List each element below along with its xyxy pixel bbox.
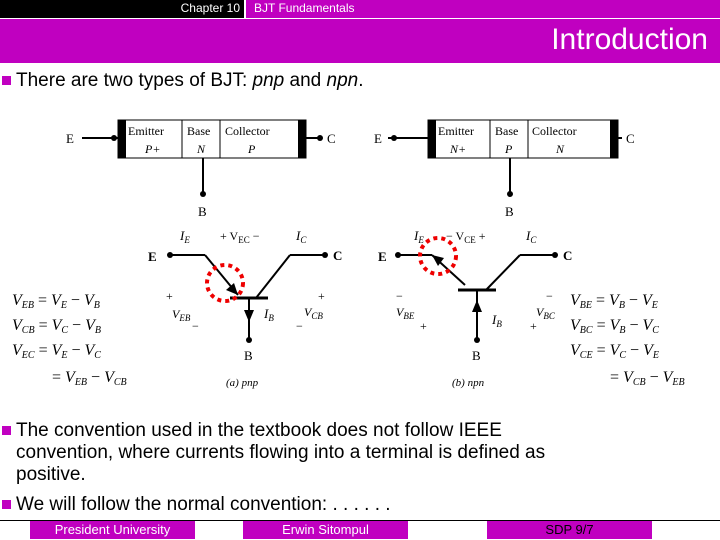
svg-text:+: + bbox=[530, 319, 537, 333]
slide-title: Introduction bbox=[551, 23, 708, 56]
svg-text:C: C bbox=[333, 248, 343, 263]
bullet-marker bbox=[2, 500, 11, 509]
svg-text:VCE = VC − VE: VCE = VC − VE bbox=[570, 342, 659, 361]
chapter-label: Chapter 10 bbox=[0, 0, 244, 18]
svg-text:E: E bbox=[378, 249, 387, 264]
svg-text:VBE = VB − VE: VBE = VB − VE bbox=[570, 292, 658, 311]
svg-text:+: + bbox=[166, 289, 173, 303]
svg-text:Collector: Collector bbox=[225, 124, 270, 138]
svg-text:−: − bbox=[546, 289, 553, 303]
npn-symbol bbox=[378, 228, 572, 389]
svg-text:VEC = VE − VC: VEC = VE − VC bbox=[12, 342, 101, 361]
svg-text:Collector: Collector bbox=[532, 124, 577, 138]
svg-text:IB: $I_B$ bbox=[492, 312, 502, 329]
svg-text:C: C bbox=[626, 131, 635, 146]
svg-text:E: E bbox=[374, 131, 382, 146]
svg-text:+ VEC −: + $V_{EC}$ − bbox=[220, 229, 260, 245]
svg-text:IC: $I_C$ bbox=[296, 228, 307, 245]
svg-text:N: N bbox=[556, 142, 565, 156]
svg-text:VEB = VE − VB: VEB = VE − VB bbox=[12, 292, 100, 311]
svg-text:+: + bbox=[420, 319, 427, 333]
pnp-symbol bbox=[148, 228, 342, 389]
footer-university: President University bbox=[30, 520, 195, 539]
svg-text:Base: Base bbox=[495, 124, 519, 138]
bullet-marker bbox=[2, 76, 11, 85]
svg-text:B: B bbox=[198, 204, 207, 219]
svg-text:VBC = VB − VC: VBC = VB − VC bbox=[570, 317, 659, 336]
svg-text:= VEB − VCB: = VEB − VCB bbox=[52, 369, 127, 388]
pnp-equations bbox=[12, 292, 127, 388]
svg-text:(b) npn: (b) npn bbox=[452, 377, 485, 389]
bjt-diagram bbox=[0, 110, 720, 400]
svg-text:P+: P+ bbox=[145, 142, 161, 156]
footer-author: Erwin Sitompul bbox=[243, 520, 408, 539]
svg-text:VEB: $V_{EB}$ bbox=[172, 307, 191, 323]
svg-text:Base: Base bbox=[187, 124, 211, 138]
svg-text:− VCE +: − $V_{CE}$ + bbox=[446, 229, 486, 245]
svg-text:B: B bbox=[505, 204, 514, 219]
svg-text:N: N bbox=[197, 142, 206, 156]
bullet-3: We will follow the normal convention: . . . . . . bbox=[16, 494, 391, 516]
svg-text:N+: N+ bbox=[450, 142, 467, 156]
svg-text:B: B bbox=[244, 348, 253, 363]
bullet-marker bbox=[2, 426, 11, 435]
npn-equations bbox=[570, 292, 685, 388]
svg-text:VCB: $V_{CB}$ bbox=[304, 305, 323, 321]
svg-text:−: − bbox=[396, 289, 403, 303]
svg-text:−: − bbox=[192, 319, 199, 333]
footer-page-number: SDP 9/7 bbox=[487, 520, 652, 539]
svg-text:= VCB − VEB: = VCB − VEB bbox=[610, 369, 685, 388]
svg-text:IB: $I_B$ bbox=[264, 306, 274, 323]
svg-text:VBE: $V_{BE}$ bbox=[396, 305, 415, 321]
svg-text:+: + bbox=[318, 289, 325, 303]
svg-text:Emitter: Emitter bbox=[438, 124, 474, 138]
svg-text:IC: $I_C$ bbox=[526, 228, 537, 245]
section-label: BJT Fundamentals bbox=[246, 0, 720, 18]
svg-text:VCB = VC − VB: VCB = VC − VB bbox=[12, 317, 101, 336]
svg-text:IE: $I_E$ bbox=[180, 228, 190, 245]
svg-text:E: E bbox=[148, 249, 157, 264]
svg-text:E: E bbox=[66, 131, 74, 146]
svg-text:B: B bbox=[472, 348, 481, 363]
svg-text:IE: $I_E$ bbox=[414, 228, 424, 245]
svg-text:(a) pnp: (a) pnp bbox=[226, 377, 259, 389]
bullet-2: The convention used in the textbook does not follow IEEE convention, where currents flowing into a terminal is defined as positive. bbox=[16, 420, 545, 486]
svg-text:C: C bbox=[563, 248, 573, 263]
svg-text:Emitter: Emitter bbox=[128, 124, 164, 138]
npn-structure bbox=[374, 120, 635, 219]
pnp-structure bbox=[66, 120, 336, 219]
svg-text:VBC: $V_{BC}$ bbox=[536, 305, 555, 321]
bullet-1: There are two types of BJT: pnp and npn. bbox=[16, 70, 364, 92]
svg-text:P: P bbox=[505, 142, 513, 156]
svg-text:P: P bbox=[248, 142, 256, 156]
svg-text:−: − bbox=[296, 319, 303, 333]
svg-text:C: C bbox=[327, 131, 336, 146]
